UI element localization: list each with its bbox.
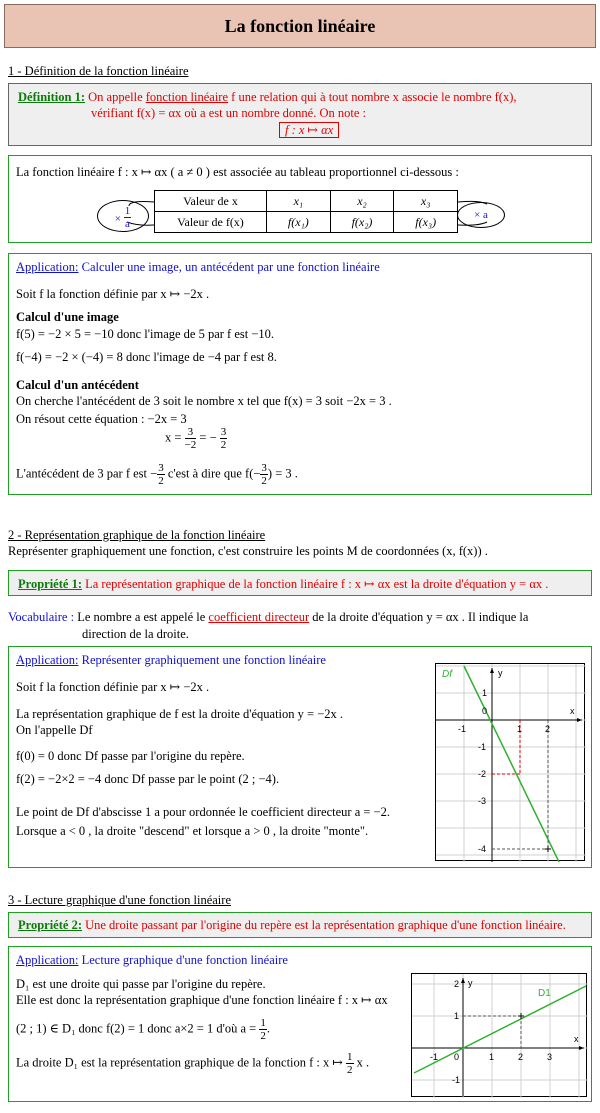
image-line-1: f(5) = −2 × 5 = −10 donc l'image de 5 par f est −10. (16, 327, 275, 341)
svg-text:0: 0 (454, 1052, 460, 1062)
svg-text:1: 1 (482, 688, 488, 698)
table-cell: x₁ (267, 191, 331, 212)
fraction: $\frac{3}{2}$ (220, 426, 227, 451)
svg-text:-1: -1 (478, 742, 487, 752)
svg-text:0: 0 (482, 706, 488, 716)
definition-text-a: On appelle (88, 90, 143, 104)
table-cell: f(x₃) (394, 212, 458, 233)
vocabulary-line-2: direction de la droite. (82, 627, 189, 641)
application-label: Application: (16, 653, 79, 667)
app2-line-7: Lorsque a < 0 , la droite "descend" et lorsque a > 0 , la droite "monte". (16, 824, 369, 838)
svg-text:x: x (570, 706, 575, 716)
app3-line-2: Elle est donc la représentation graphique d'une fonction linéaire f : x ↦ αx (16, 993, 388, 1007)
definition-text-b: f une relation qui à tout nombre x associe le nombre f(x), (231, 90, 517, 104)
graph-d1-svg (412, 974, 588, 1098)
section-1-heading: 1 - Définition de la fonction linéaire (8, 64, 189, 78)
fraction: $\frac{1}{2}$ (260, 1017, 266, 1042)
application-title: Lecture graphique d'une fonction linéaire (81, 953, 288, 967)
image-line-2: f(−4) = −2 × (−4) = 8 donc l'image de −4 par f est 8. (16, 350, 277, 364)
svg-text:-1: -1 (430, 1052, 439, 1062)
svg-text:-4: -4 (478, 844, 487, 854)
application-label: Application: (16, 953, 79, 967)
fraction: $\frac{1}{a}$ (124, 205, 131, 230)
svg-text:-2: -2 (478, 769, 487, 779)
application-2-box (8, 646, 592, 868)
definition-label: Définition 1: (18, 90, 86, 104)
fraction: $\frac{3}{-2}$ (184, 426, 197, 451)
table-cell: x₃ (394, 191, 458, 212)
graph-grid (412, 974, 588, 1098)
svg-text:3: 3 (547, 1052, 553, 1062)
app3-line-1: D₁ est une droite qui passe par l'origine du repère. (16, 977, 266, 991)
table-cell: Valeur de f(x) (155, 212, 267, 233)
definition-text-c: vérifiant f(x) = αx où a est un nombre donné. On note : (91, 106, 366, 120)
image-heading: Calcul d'une image (16, 310, 119, 324)
section-3-heading: 3 - Lecture graphique d'une fonction linéaire (8, 893, 231, 907)
oval-times-a: × a (457, 202, 505, 228)
property-text: La représentation graphique de la fonction linéaire f : x ↦ αx est la droite d'équation y = αx . (85, 577, 549, 591)
svg-text:2: 2 (454, 979, 460, 989)
app2-line-4: f(0) = 0 donc Df passe par l'origine du repère. (16, 749, 245, 763)
svg-text:1: 1 (489, 1052, 495, 1062)
app2-line-6: Le point de Df d'abscisse 1 a pour ordonnée le coefficient directeur a = −2. (16, 805, 390, 819)
vocabulary-term: coefficient directeur (208, 610, 310, 624)
section-2-intro: Représenter graphiquement une fonction, c'est construire les points M de coordonnées (x, f(x)) . (8, 544, 488, 558)
page-title: La fonction linéaire (4, 4, 596, 48)
table-cell: f(x₂) (330, 212, 394, 233)
property-label: Propriété 1: (18, 577, 82, 591)
table-cell: f(x₁) (267, 212, 331, 233)
definition-formula: f : x ↦ αx (279, 122, 339, 138)
graph-df (435, 663, 585, 861)
svg-text:-1: -1 (452, 1075, 461, 1085)
curve-label: D1 (538, 988, 551, 999)
fraction: $\frac{1}{2}$ (347, 1051, 353, 1076)
antecedent-line-3: L'antécédent de 3 par f est − $\frac{3}{2}$ c'est à dire que f(− $\frac{3}{2}$ ) = 3 . (16, 462, 298, 487)
application-title: Calculer une image, un antécédent par une fonction linéaire (81, 260, 380, 274)
oval-inverse-a: × $\frac{1}{a}$ (97, 200, 149, 232)
svg-text:x: x (574, 1034, 579, 1044)
antecedent-line-1: On cherche l'antécédent de 3 soit le nombre x tel que f(x) = 3 soit −2x = 3 . (16, 394, 392, 408)
property-label: Propriété 2: (18, 918, 82, 932)
table-cell: Valeur de x (155, 191, 267, 212)
proportional-table-box (8, 155, 592, 243)
svg-text:2: 2 (545, 724, 551, 734)
table-intro: La fonction linéaire f : x ↦ αx ( a ≠ 0 ) est associée au tableau proportionnel ci-dessous : (16, 165, 459, 179)
property-1-box (8, 570, 592, 596)
antecedent-equation: x = $\frac{3}{-2}$ = − $\frac{3}{2}$ (165, 426, 227, 451)
line-df (464, 666, 559, 862)
svg-text:1: 1 (517, 724, 523, 734)
application-title: Représenter graphiquement une fonction linéaire (81, 653, 326, 667)
application-label: Application: (16, 260, 79, 274)
app2-line-5: f(2) = −2×2 = −4 donc Df passe par le point (2 ; −4). (16, 772, 280, 786)
definition-term: fonction linéaire (145, 90, 229, 104)
app2-line-1: Soit f la fonction définie par x ↦ −2x . (16, 680, 210, 694)
vocabulary-label: Vocabulaire : (8, 610, 75, 624)
svg-text:-1: -1 (458, 724, 467, 734)
svg-text:y: y (498, 668, 503, 678)
vocabulary-line-1: Vocabulaire : Le nombre a est appelé le coefficient directeur de la droite d'équation y = αx . Il indique la (8, 610, 529, 624)
table-arrows (9, 156, 593, 244)
graph-df-svg (436, 664, 586, 862)
svg-text:1: 1 (454, 1011, 460, 1021)
svg-text:y: y (468, 978, 473, 988)
curve-label: Df (442, 669, 452, 680)
antecedent-heading: Calcul d'un antécédent (16, 378, 139, 392)
app3-line-4: La droite D₁ est la représentation graphique de la fonction f : x ↦ $\frac{1}{2}$ x . (16, 1051, 370, 1076)
table-cell: x₂ (330, 191, 394, 212)
app2-line-2: La représentation graphique de f est la droite d'équation y = −2x . (16, 707, 344, 721)
svg-text:2: 2 (518, 1052, 524, 1062)
graph-d1 (411, 973, 587, 1097)
application-3-box (8, 946, 592, 1102)
application-1-box (8, 253, 592, 495)
antecedent-line-2: On résout cette équation : −2x = 3 (16, 412, 187, 426)
app3-line-3: (2 ; 1) ∈ D₁ donc f(2) = 1 donc a×2 = 1 d'où a = $\frac{1}{2}$ . (16, 1017, 270, 1042)
definition-box (8, 83, 592, 146)
line-d1 (414, 986, 586, 1073)
property-text: Une droite passant par l'origine du repère est la représentation graphique d'une fonction linéaire. (85, 918, 566, 932)
app1-intro: Soit f la fonction définie par x ↦ −2x . (16, 287, 210, 301)
app2-line-3: On l'appelle Df (16, 723, 93, 737)
svg-text:-3: -3 (478, 796, 487, 806)
property-2-box (8, 912, 592, 938)
section-2-heading: 2 - Représentation graphique de la fonction linéaire (8, 528, 266, 542)
fraction: $\frac{3}{2}$ (158, 462, 164, 487)
fraction: $\frac{3}{2}$ (261, 462, 267, 487)
